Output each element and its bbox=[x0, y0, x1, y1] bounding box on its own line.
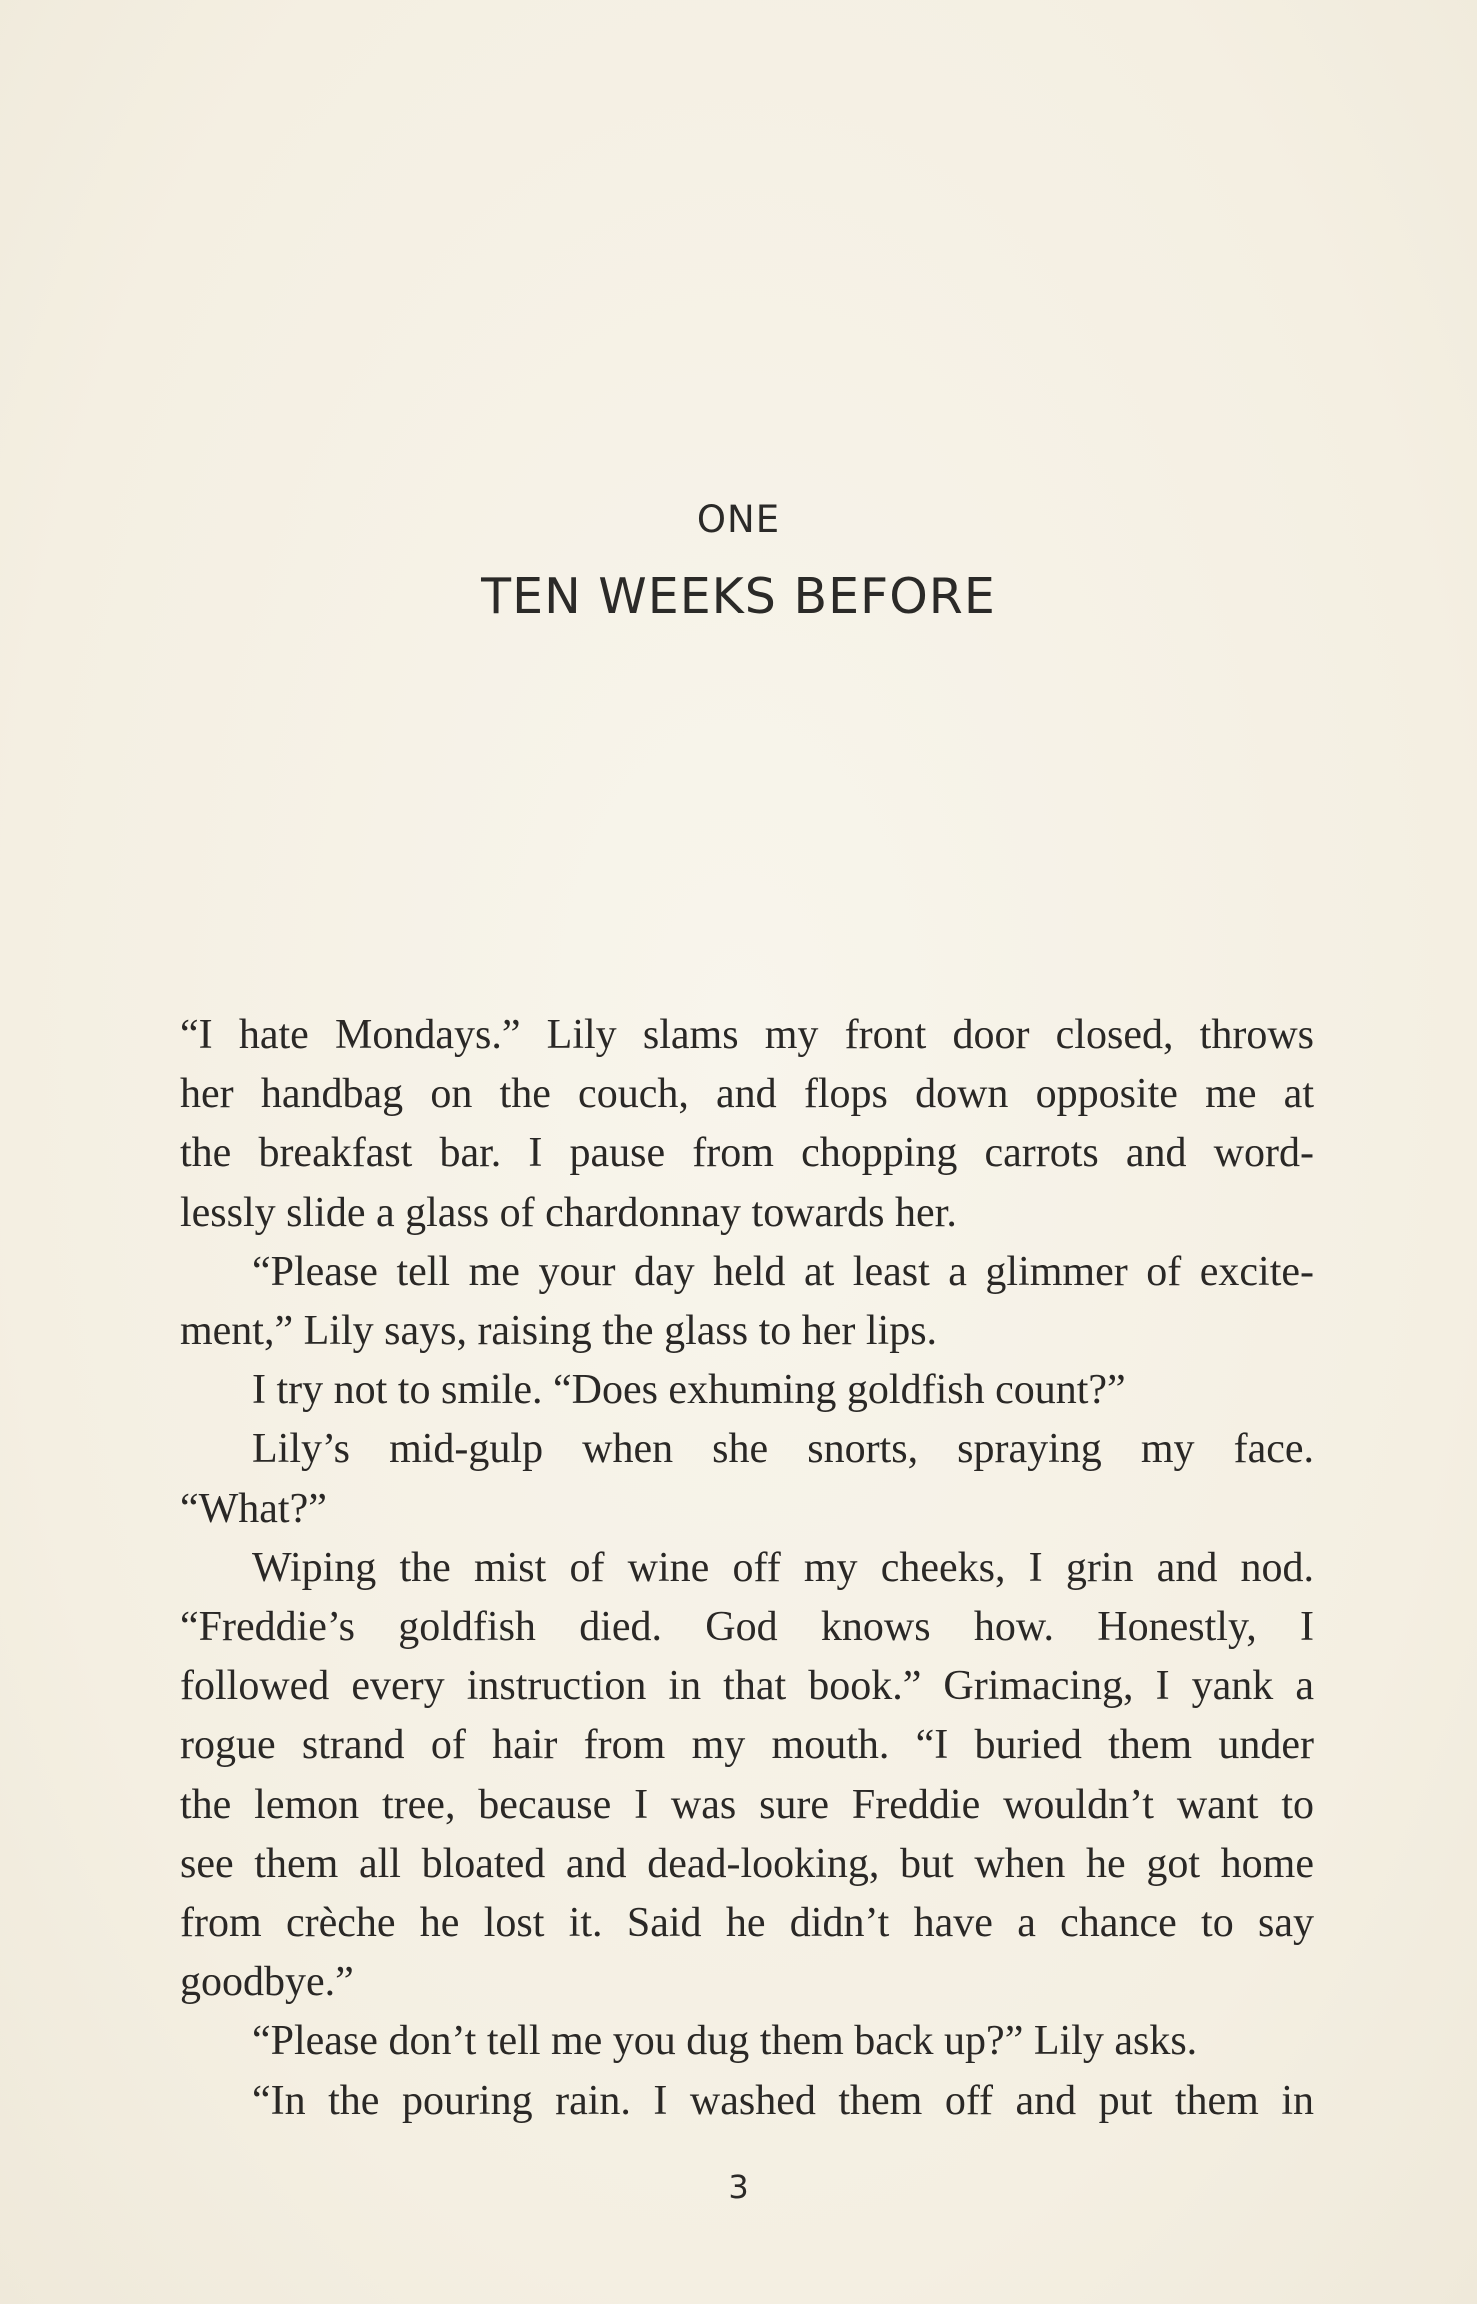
body-line: lessly slide a glass of chardonnay towards her. bbox=[180, 1189, 957, 1236]
body-line: the lemon tree, because I was sure Freddie wouldn’t want to bbox=[180, 1781, 1314, 1828]
chapter-title: TEN WEEKS BEFORE bbox=[481, 568, 996, 625]
body-line: see them all bloated and dead-looking, but when he got home bbox=[180, 1840, 1314, 1887]
body-line: rogue strand of hair from my mouth. “I buried them under bbox=[180, 1722, 1314, 1769]
body-line: “Please tell me your day held at least a glimmer of excite- bbox=[252, 1248, 1314, 1295]
body-line: Wiping the mist of wine off my cheeks, I grin and nod. bbox=[252, 1544, 1314, 1591]
body-line: Lily’s mid-gulp when she snorts, spraying my face. bbox=[252, 1426, 1314, 1473]
body-line: followed every instruction in that book.” Grimacing, I yank a bbox=[180, 1663, 1314, 1710]
body-line: “What?” bbox=[180, 1485, 327, 1532]
body-line: I try not to smile. “Does exhuming goldfish count?” bbox=[252, 1367, 1126, 1414]
body-line: “Freddie’s goldfish died. God knows how. Honestly, I bbox=[180, 1604, 1314, 1651]
body-line: “I hate Mondays.” Lily slams my front door closed, throws bbox=[180, 1012, 1314, 1058]
body-line: “Please don’t tell me you dug them back up?” Lily asks. bbox=[252, 2018, 1198, 2065]
body-line: ment,” Lily says, raising the glass to her lips. bbox=[180, 1308, 938, 1355]
page-number: 3 bbox=[728, 2168, 749, 2206]
body-line: the breakfast bar. I pause from chopping carrots and word- bbox=[180, 1130, 1314, 1177]
body-line: her handbag on the couch, and flops down opposite me at bbox=[180, 1071, 1314, 1118]
body-line: goodbye.” bbox=[180, 1959, 354, 2006]
chapter-number: ONE bbox=[696, 498, 781, 541]
body-line: from crèche he lost it. Said he didn’t have a chance to say bbox=[180, 1900, 1314, 1947]
body-line: “In the pouring rain. I washed them off and put them in bbox=[252, 2077, 1314, 2124]
body-text bbox=[180, 1006, 1314, 2131]
